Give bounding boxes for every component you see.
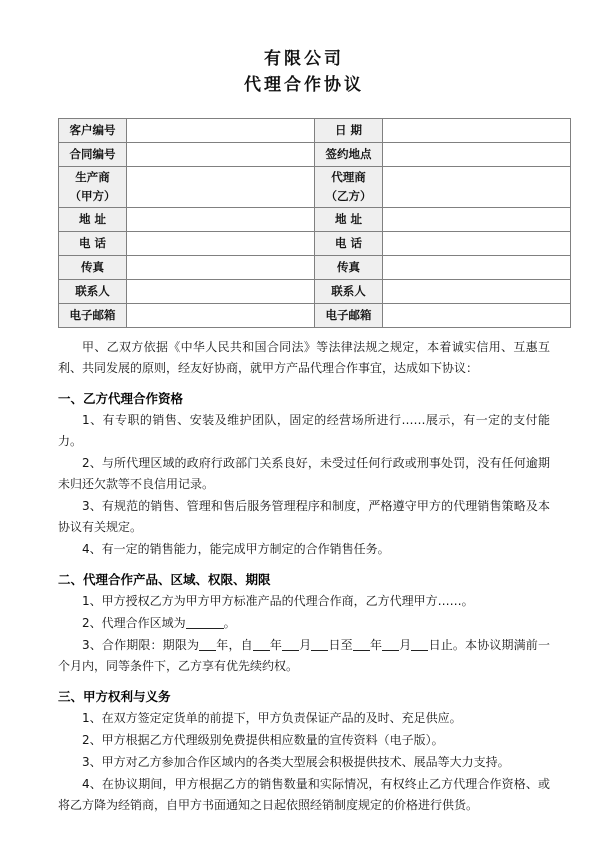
clause-2-3	[58, 635, 550, 677]
label-email-a: 电子邮箱	[59, 304, 127, 328]
clause-3-4: 4、在协议期间，甲方根据乙方的销售数量和实际情况，有权终止乙方代理合作资格、或将乙方降为经销商，自甲方书面通知之日起依照经销制度规定的价格进行供货。	[58, 777, 550, 812]
table-row	[59, 304, 571, 328]
clause-3-1: 1、在双方签定定货单的前提下，甲方负责保证产品的及时、充足供应。	[82, 711, 462, 725]
value-signing-place[interactable]	[383, 143, 571, 167]
clause-2-1: 1、甲方授权乙方为甲方甲方标准产品的代理合作商，乙方代理甲方……。	[82, 594, 474, 608]
value-manufacturer-party-a[interactable]	[127, 167, 315, 208]
label-manufacturer-party-a	[59, 167, 127, 208]
value-agent-party-b[interactable]	[383, 167, 571, 208]
blank-term-years[interactable]	[199, 650, 216, 651]
title-line-company: 有限公司	[264, 49, 344, 69]
label-contract-number: 合同编号	[59, 143, 127, 167]
preamble-paragraph: 甲、乙双方依据《中华人民共和国合同法》等法律法规之规定，本着诚实信用、互惠互利、共同发展的原则，经友好协商，就甲方产品代理合作事宜，达成如下协议：	[58, 340, 550, 375]
clause-1-4: 4、有一定的销售能力，能完成甲方制定的合作销售任务。	[82, 542, 390, 556]
table-row	[59, 280, 571, 304]
label-agent-line2: （乙方）	[325, 189, 372, 203]
table-row	[59, 232, 571, 256]
clause-2-3-p4: 月	[299, 638, 312, 652]
value-contact-b[interactable]	[383, 280, 571, 304]
label-phone-a: 电 话	[59, 232, 127, 256]
label-signing-place: 签约地点	[315, 143, 383, 167]
value-address-b[interactable]	[383, 208, 571, 232]
clause-3-2: 2、甲方根据乙方代理级别免费提供相应数量的宣传资料（电子版）。	[82, 733, 444, 747]
clause-2-3-p5: 日至	[328, 638, 353, 652]
blank-end-month[interactable]	[382, 650, 399, 651]
value-contract-number[interactable]	[127, 143, 315, 167]
title-line-agreement: 代理合作协议	[244, 75, 364, 95]
label-email-b: 电子邮箱	[315, 304, 383, 328]
document-title	[58, 46, 550, 98]
clause-2-2	[58, 613, 550, 634]
label-manufacturer-line1: 生产商	[75, 170, 110, 184]
clause-1-2: 2、与所代理区域的政府行政部门关系良好，未受过任何行政或刑事处罚，没有任何逾期未归还欠款等不良信用记录。	[58, 456, 550, 491]
table-row	[59, 143, 571, 167]
clause-2-3-p2: 年，自	[216, 638, 253, 652]
value-customer-number[interactable]	[127, 119, 315, 143]
blank-start-year[interactable]	[253, 650, 270, 651]
party-info-table	[58, 118, 571, 328]
table-row	[59, 167, 571, 208]
section-heading-3: 三、甲方权利与义务	[58, 689, 171, 704]
blank-start-month[interactable]	[282, 650, 299, 651]
clause-2-3-p6: 年	[369, 638, 383, 652]
blank-end-day[interactable]	[411, 650, 428, 651]
section-heading-1: 一、乙方代理合作资格	[58, 391, 184, 406]
value-phone-a[interactable]	[127, 232, 315, 256]
label-manufacturer-line2: （甲方）	[69, 189, 116, 203]
label-fax-b: 传真	[315, 256, 383, 280]
table-row	[59, 119, 571, 143]
value-fax-a[interactable]	[127, 256, 315, 280]
clause-2-2-prefix: 2、代理合作区域为	[82, 616, 186, 630]
value-fax-b[interactable]	[383, 256, 571, 280]
blank-end-year[interactable]	[353, 650, 370, 651]
table-row	[59, 208, 571, 232]
clause-2-3-p3: 年	[269, 638, 283, 652]
blank-region[interactable]	[186, 628, 224, 629]
section-heading-2: 二、代理合作产品、区域、权限、期限	[58, 572, 271, 587]
clause-2-3-p8: 日止。本协议期满前一个月内，同等条件下，乙方享有优先续约权。	[58, 638, 550, 673]
label-phone-b: 电 话	[315, 232, 383, 256]
value-email-b[interactable]	[383, 304, 571, 328]
table-row	[59, 256, 571, 280]
label-address-b: 地 址	[315, 208, 383, 232]
label-address-a: 地 址	[59, 208, 127, 232]
value-phone-b[interactable]	[383, 232, 571, 256]
value-email-a[interactable]	[127, 304, 315, 328]
clause-1-3: 3、有规范的销售、管理和售后服务管理程序和制度，严格遵守甲方的代理销售策略及本协议有关规定。	[58, 499, 550, 534]
label-customer-number: 客户编号	[59, 119, 127, 143]
clause-2-3-p7: 月	[399, 638, 412, 652]
clause-2-2-suffix: 。	[223, 616, 236, 630]
value-address-a[interactable]	[127, 208, 315, 232]
label-agent-line1: 代理商	[331, 170, 366, 184]
blank-start-day[interactable]	[311, 650, 328, 651]
clause-2-3-p1: 3、合作期限：期限为	[82, 638, 200, 652]
value-date[interactable]	[383, 119, 571, 143]
clause-1-1: 1、有专职的销售、安装及维护团队，固定的经营场所进行……展示，有一定的支付能力。	[58, 413, 550, 448]
label-fax-a: 传真	[59, 256, 127, 280]
value-contact-a[interactable]	[127, 280, 315, 304]
label-contact-b: 联系人	[315, 280, 383, 304]
label-date: 日 期	[315, 119, 383, 143]
label-agent-party-b	[315, 167, 383, 208]
clause-3-3: 3、甲方对乙方参加合作区域内的各类大型展会积极提供技术、展品等大力支持。	[82, 755, 510, 769]
label-contact-a: 联系人	[59, 280, 127, 304]
